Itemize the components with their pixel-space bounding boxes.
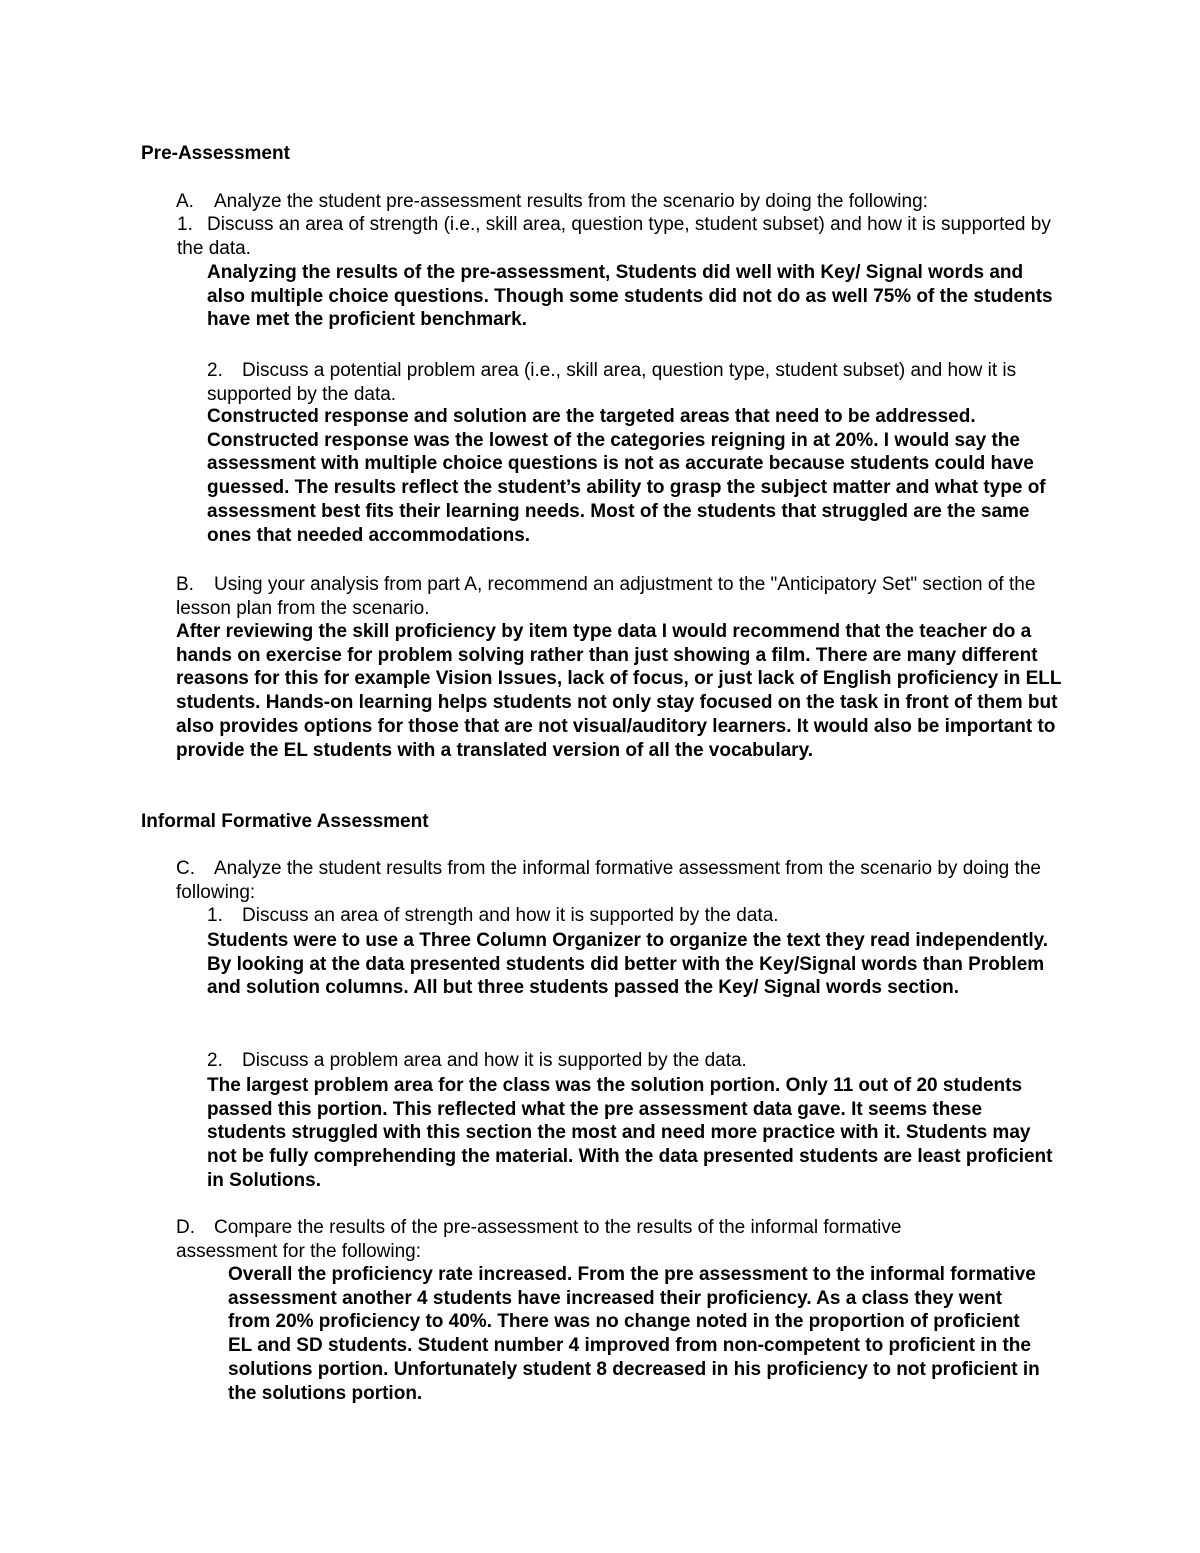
question-d-text: Compare the results of the pre-assessment to the results of the informal formative assessment for the following:	[176, 1217, 902, 1262]
question-c1-text: Discuss an area of strength and how it is supported by the data.	[242, 905, 779, 926]
question-d-marker: D.	[176, 1217, 195, 1238]
section-heading-pre-assessment: Pre-Assessment	[141, 143, 290, 164]
question-a2-prompt	[207, 359, 1057, 406]
answer-d: Overall the proficiency rate increased. From the pre assessment to the informal formative assessment another 4 students have increased their proficiency. As a class they went from 20% proficiency to 40%. There was no change noted in the proportion of proficient EL and SD students. Student number 4 improved from non-competent to proficient in the solutions portion. Unfortunately student 8 decreased in his proficiency to not proficient in the solutions portion.	[228, 1264, 1040, 1404]
question-c-prompt	[176, 857, 1056, 904]
answer-c1: Students were to use a Three Column Organizer to organize the text they read independently. By looking at the data presented students did better with the Key/Signal words than Problem and solution columns. All but three students passed the Key/ Signal words section.	[207, 930, 1049, 999]
question-b-marker: B.	[176, 574, 194, 595]
answer-a2: Constructed response and solution are the targeted areas that need to be addressed. Constructed response was the lowest of the categories reigning in at 20%. I would say the assessment with multiple choice questions is not as accurate because students could have guessed. The results reflect the student’s ability to grasp the subject matter and what type of assessment best fits their learning needs. Most of the students that struggled are the same ones that needed accommodations.	[207, 406, 1046, 546]
question-a-marker: A.	[176, 191, 194, 212]
question-a1-marker: 1.	[177, 214, 193, 235]
question-c-text: Analyze the student results from the informal formative assessment from the scenario by doing the following:	[176, 858, 1041, 903]
question-d-prompt	[176, 1216, 976, 1263]
question-c1-prompt	[207, 904, 1057, 928]
question-c2-prompt	[207, 1049, 1057, 1073]
answer-c2: The largest problem area for the class was the solution portion. Only 11 out of 20 students passed this portion. This reflected what the pre assessment data gave. It seems these students struggled with this section the most and need more practice with it. Students may not be fully comprehending the material. With the data presented students are least proficient in Solutions.	[207, 1075, 1053, 1191]
question-a2-marker: 2.	[207, 360, 223, 381]
question-b-text: Using your analysis from part A, recommend an adjustment to the "Anticipatory Set" section of the lesson plan from the scenario.	[176, 574, 1036, 619]
question-a1-text: Discuss an area of strength (i.e., skill area, question type, student subset) and how it is supported by the data.	[177, 214, 1051, 259]
question-a1-prompt-line	[177, 213, 1057, 260]
section-heading-informal-formative: Informal Formative Assessment	[141, 811, 429, 832]
answer-b: After reviewing the skill proficiency by item type data I would recommend that the teacher do a hands on exercise for problem solving rather than just showing a film. There are many different reasons for this for example Vision Issues, lack of focus, or just lack of English proficiency in ELL students. Hands-on learning helps students not only stay focused on the task in front of them but also provides options for those that are not visual/auditory learners. It would also be important to provide the EL students with a translated version of all the vocabulary.	[176, 621, 1062, 761]
question-c1-marker: 1.	[207, 905, 223, 926]
question-c-marker: C.	[176, 858, 195, 879]
question-a-text: Analyze the student pre-assessment results from the scenario by doing the following:	[214, 191, 928, 212]
answer-a1: Analyzing the results of the pre-assessment, Students did well with Key/ Signal words and also multiple choice questions. Though some students did not do as well 75% of the students have met the proficient benchmark.	[207, 262, 1053, 331]
question-c2-text: Discuss a problem area and how it is supported by the data.	[242, 1050, 747, 1071]
question-a2-text: Discuss a potential problem area (i.e., skill area, question type, student subset) and how it is supported by the data.	[207, 360, 1017, 405]
question-c2-marker: 2.	[207, 1050, 223, 1071]
question-b-prompt	[176, 573, 1056, 620]
question-a-prompt	[176, 190, 1056, 214]
